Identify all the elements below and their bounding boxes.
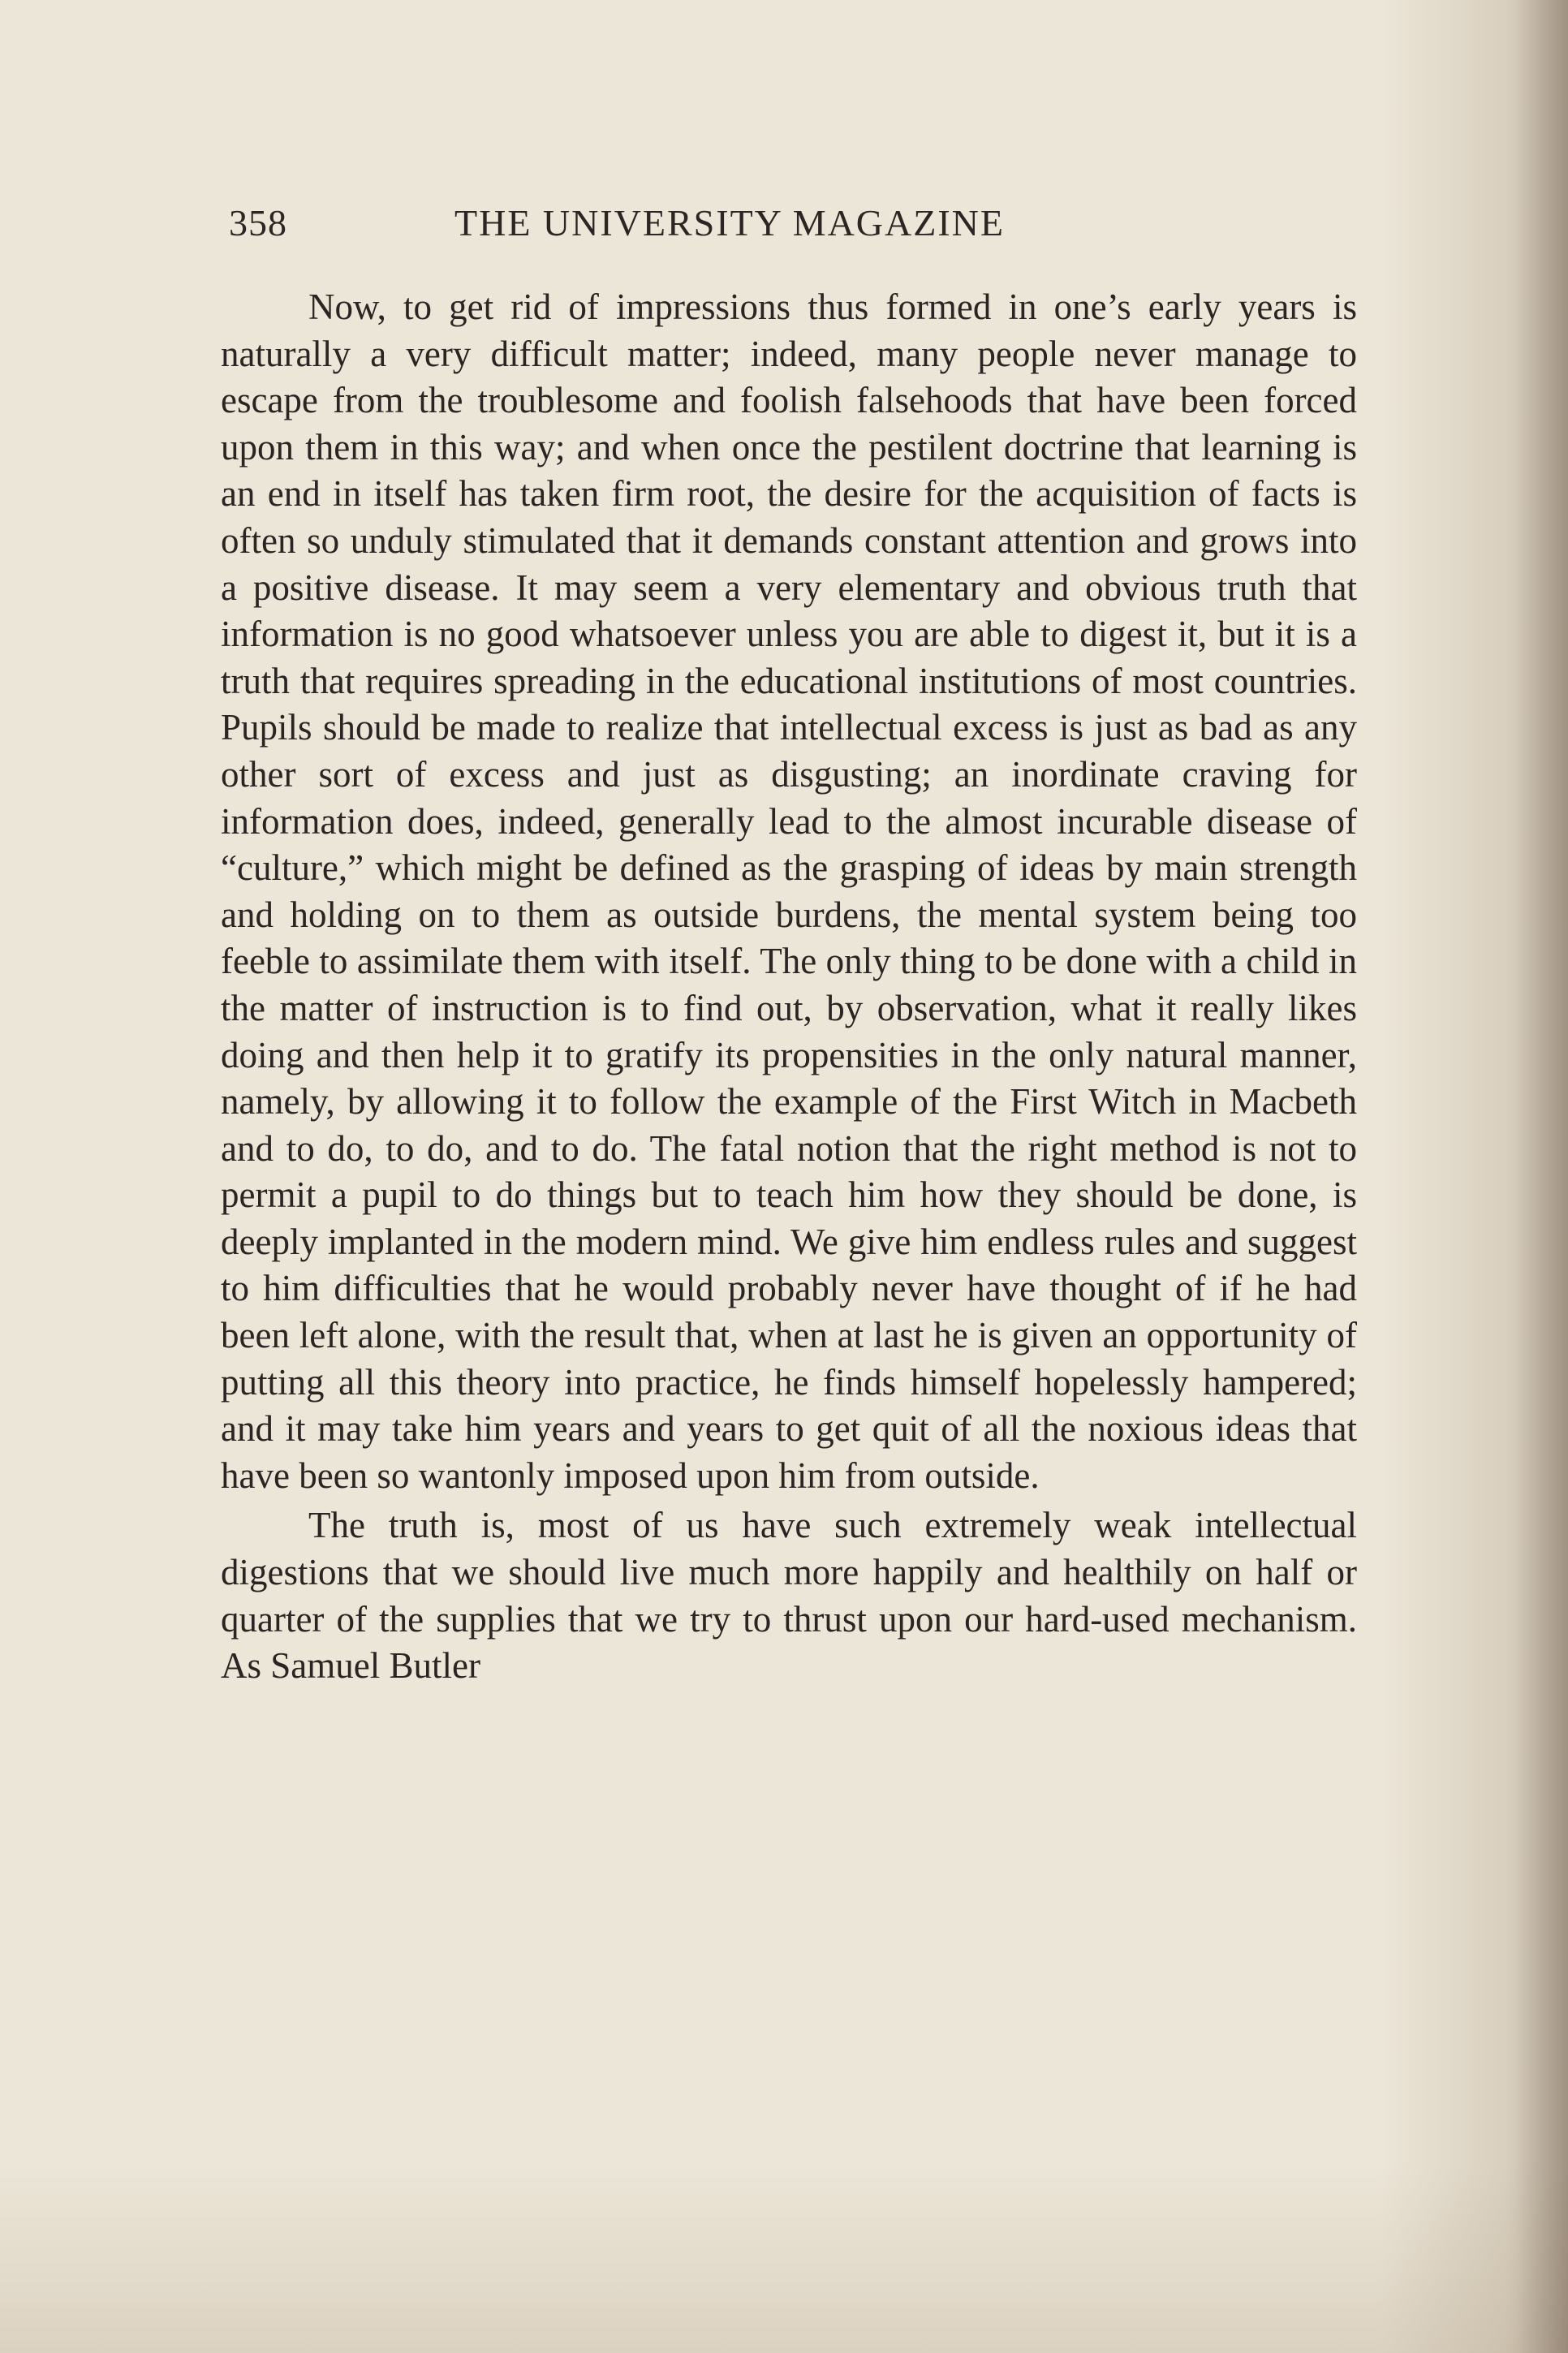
paragraph: The truth is, most of us have such extremely weak intellectual digestions that we should live much more happily and healthily on half or quarter of the supplies that we try to thrust upon our hard-used mechanism. As Samuel Butler [221, 1505, 1357, 1687]
paragraph: Now, to get rid of impressions thus formed in one’s early years is naturally a very difficult matter; indeed, many people never manage to escape from the troublesome and foolish falsehoods that have been forced upon them in this way; and when once the pestilent doctrine that learning is an end in itself has taken firm root, the desire for the acquisition of facts is often so unduly stimulated that it demands constant attention and grows into a positive disease. It may seem a very elementary and obvious truth that information is no good whatsoever unless you are able to digest it, but it is a truth that requires spreading in the educational institutions of most countries. Pupils should be made to realize that intellectual excess is just as bad as any other sort of excess and just as disgusting; an inordinate craving for information does, indeed, generally lead to the almost incurable disease of “culture,” which might be defined as the grasping of ideas by main strength and holding on to them as outside burdens, the mental system being too feeble to assimilate them with itself. The only thing to be done with a child in the matter of instruction is to find out, by observation, what it really likes doing and then help it to gratify its propensities in the only natural manner, namely, by allowing it to follow the example of the First Witch in Macbeth and to do, to do, and to do. The fatal notion that the right method is not to permit a pupil to do things but to teach him how they should be done, is deeply implanted in the modern mind. We give him endless rules and suggest to him difficulties that he would probably never have thought of if he had been left alone, with the result that, when at last he is given an opportunity of putting all this theory into practice, he finds himself hopelessly hampered; and it may take him years and years to get quit of all the noxious ideas that have been so wantonly imposed upon him from outside. [221, 287, 1357, 1496]
page-edge-shadow [1516, 0, 1568, 2353]
body-text [221, 284, 1357, 1690]
page-header [229, 201, 1355, 250]
running-head: THE UNIVERSITY MAGAZINE [454, 202, 1005, 243]
page-number: 358 [229, 202, 287, 243]
